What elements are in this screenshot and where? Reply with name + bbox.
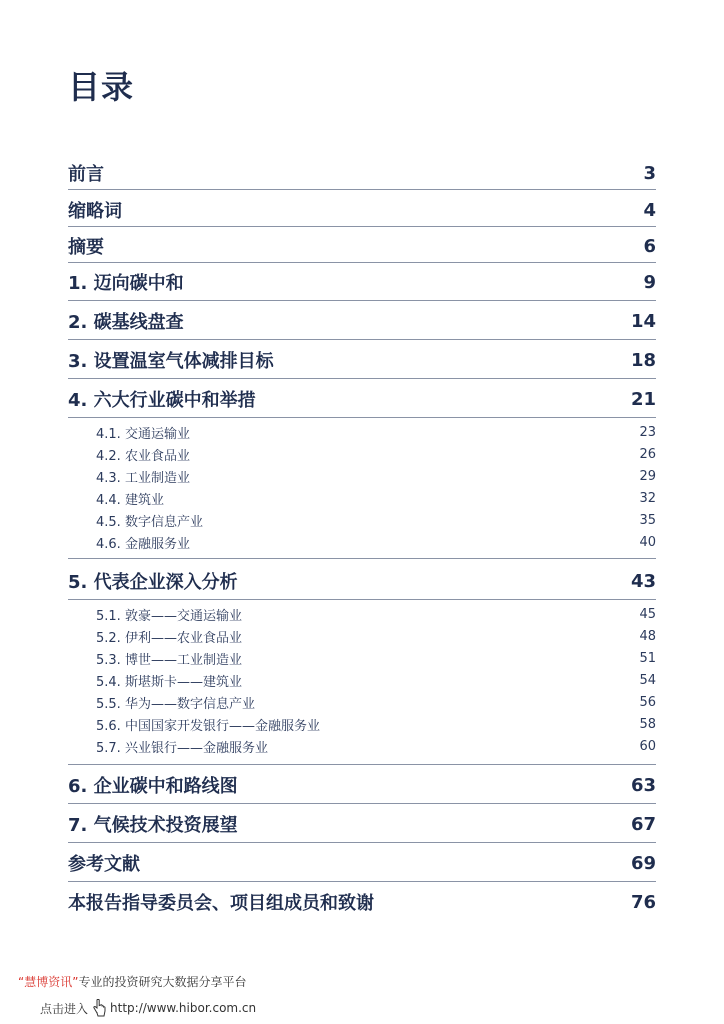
footer-tagline: 专业的投资研究大数据分享平台 [78, 975, 247, 989]
toc-subentry-label: 4.2. 农业食品业 [96, 449, 190, 464]
toc-subentry[interactable] [96, 533, 656, 552]
toc-subentry-page: 60 [639, 739, 656, 754]
toc-entry-page: 3 [643, 162, 656, 184]
toc-entry-chapter-5[interactable] [68, 568, 656, 594]
toc-subentry[interactable] [96, 671, 656, 690]
toc-subentry-label: 4.3. 工业制造业 [96, 471, 190, 486]
toc-subentry-page: 40 [639, 535, 656, 550]
divider [68, 599, 656, 600]
toc-entry-label: 前言 [68, 164, 104, 185]
toc-subentry[interactable] [96, 693, 656, 712]
toc-subentry-page: 48 [639, 629, 656, 644]
toc-subentry-page: 26 [639, 447, 656, 462]
divider [68, 378, 656, 379]
toc-entry-label: 摘要 [68, 237, 104, 258]
footer-watermark [18, 973, 246, 990]
toc-entry-page: 18 [630, 349, 656, 371]
divider [68, 339, 656, 340]
toc-subentry-label: 4.6. 金融服务业 [96, 537, 190, 552]
toc-entry-abbreviations[interactable] [68, 197, 656, 223]
toc-entry-page: 6 [643, 235, 656, 257]
toc-entry-chapter-6[interactable] [68, 772, 656, 798]
toc-entry-references[interactable] [68, 850, 656, 876]
toc-entry-page: 4 [643, 199, 656, 221]
toc-subentry-label: 4.1. 交通运输业 [96, 427, 190, 442]
footer-enter-label: 点击进入 [40, 1001, 89, 1016]
divider [68, 417, 656, 418]
toc-subentry-page: 56 [639, 695, 656, 710]
page-title: 目录 [68, 68, 135, 106]
toc-entry-chapter-1[interactable] [68, 269, 656, 295]
footer-url[interactable]: http://www.hibor.com.cn [110, 1001, 257, 1015]
footer-brand: “慧博资讯” [18, 975, 79, 989]
divider [68, 558, 656, 559]
toc-entry-label: 参考文献 [68, 854, 140, 875]
toc-entry-chapter-4[interactable] [68, 386, 656, 412]
toc-entry-label: 缩略词 [68, 201, 122, 222]
toc-entry-page: 21 [630, 388, 656, 410]
toc-entry-chapter-2[interactable] [68, 308, 656, 334]
toc-subentry[interactable] [96, 467, 656, 486]
toc-entry-page: 9 [643, 271, 656, 293]
divider [68, 262, 656, 263]
footer-link[interactable] [40, 999, 256, 1017]
toc-entry-label: 本报告指导委员会、项目组成员和致谢 [68, 893, 374, 914]
toc-subentry-label: 5.1. 敦豪——交通运输业 [96, 609, 242, 624]
toc-entry-label: 1. 迈向碳中和 [68, 273, 184, 294]
toc-subentry[interactable] [96, 605, 656, 624]
toc-subentry-page: 51 [639, 651, 656, 666]
toc-entry-page: 14 [630, 310, 656, 332]
toc-entry-page: 69 [630, 852, 656, 874]
toc-entry-chapter-7[interactable] [68, 811, 656, 837]
toc-entry-page: 43 [630, 570, 656, 592]
toc-subentry[interactable] [96, 737, 656, 756]
divider [68, 764, 656, 765]
toc-subentry[interactable] [96, 423, 656, 442]
toc-entry-page: 67 [630, 813, 656, 835]
toc-entry-label: 4. 六大行业碳中和举措 [68, 390, 256, 411]
toc-entry-label: 3. 设置温室气体减排目标 [68, 351, 274, 372]
toc-subentry-label: 4.4. 建筑业 [96, 493, 164, 508]
hand-pointer-icon [91, 999, 107, 1017]
toc-entry-label: 2. 碳基线盘查 [68, 312, 184, 333]
toc-subentry-label: 5.3. 博世——工业制造业 [96, 653, 242, 668]
divider [68, 803, 656, 804]
toc-subentry-label: 5.7. 兴业银行——金融服务业 [96, 741, 268, 756]
toc-subentry-page: 32 [639, 491, 656, 506]
toc-subentry-label: 5.5. 华为——数字信息产业 [96, 697, 255, 712]
toc-subentry-page: 23 [639, 425, 656, 440]
divider [68, 226, 656, 227]
toc-subentry-label: 5.4. 斯堪斯卡——建筑业 [96, 675, 242, 690]
toc-entry-acknowledgements[interactable] [68, 889, 656, 915]
toc-subentry-label: 4.5. 数字信息产业 [96, 515, 203, 530]
divider [68, 881, 656, 882]
toc-subentry-page: 58 [639, 717, 656, 732]
toc-entry-preface[interactable] [68, 160, 656, 186]
toc-subentry-label: 5.2. 伊利——农业食品业 [96, 631, 242, 646]
toc-entry-page: 63 [630, 774, 656, 796]
toc-entry-label: 7. 气候技术投资展望 [68, 815, 238, 836]
toc-entry-label: 5. 代表企业深入分析 [68, 572, 238, 593]
divider [68, 189, 656, 190]
toc-subentry[interactable] [96, 715, 656, 734]
toc-subentry[interactable] [96, 489, 656, 508]
toc-subentry[interactable] [96, 511, 656, 530]
toc-entry-chapter-3[interactable] [68, 347, 656, 373]
divider [68, 842, 656, 843]
toc-subentry[interactable] [96, 649, 656, 668]
toc-subentry-label: 5.6. 中国国家开发银行——金融服务业 [96, 719, 320, 734]
toc-subentry-page: 29 [639, 469, 656, 484]
toc-entry-summary[interactable] [68, 233, 656, 259]
toc-entry-page: 76 [630, 891, 656, 913]
toc-entry-label: 6. 企业碳中和路线图 [68, 776, 238, 797]
divider [68, 300, 656, 301]
toc-subentry-page: 35 [639, 513, 656, 528]
toc-subentry[interactable] [96, 627, 656, 646]
toc-subentry-page: 54 [639, 673, 656, 688]
toc-subentry[interactable] [96, 445, 656, 464]
toc-subentry-page: 45 [639, 607, 656, 622]
